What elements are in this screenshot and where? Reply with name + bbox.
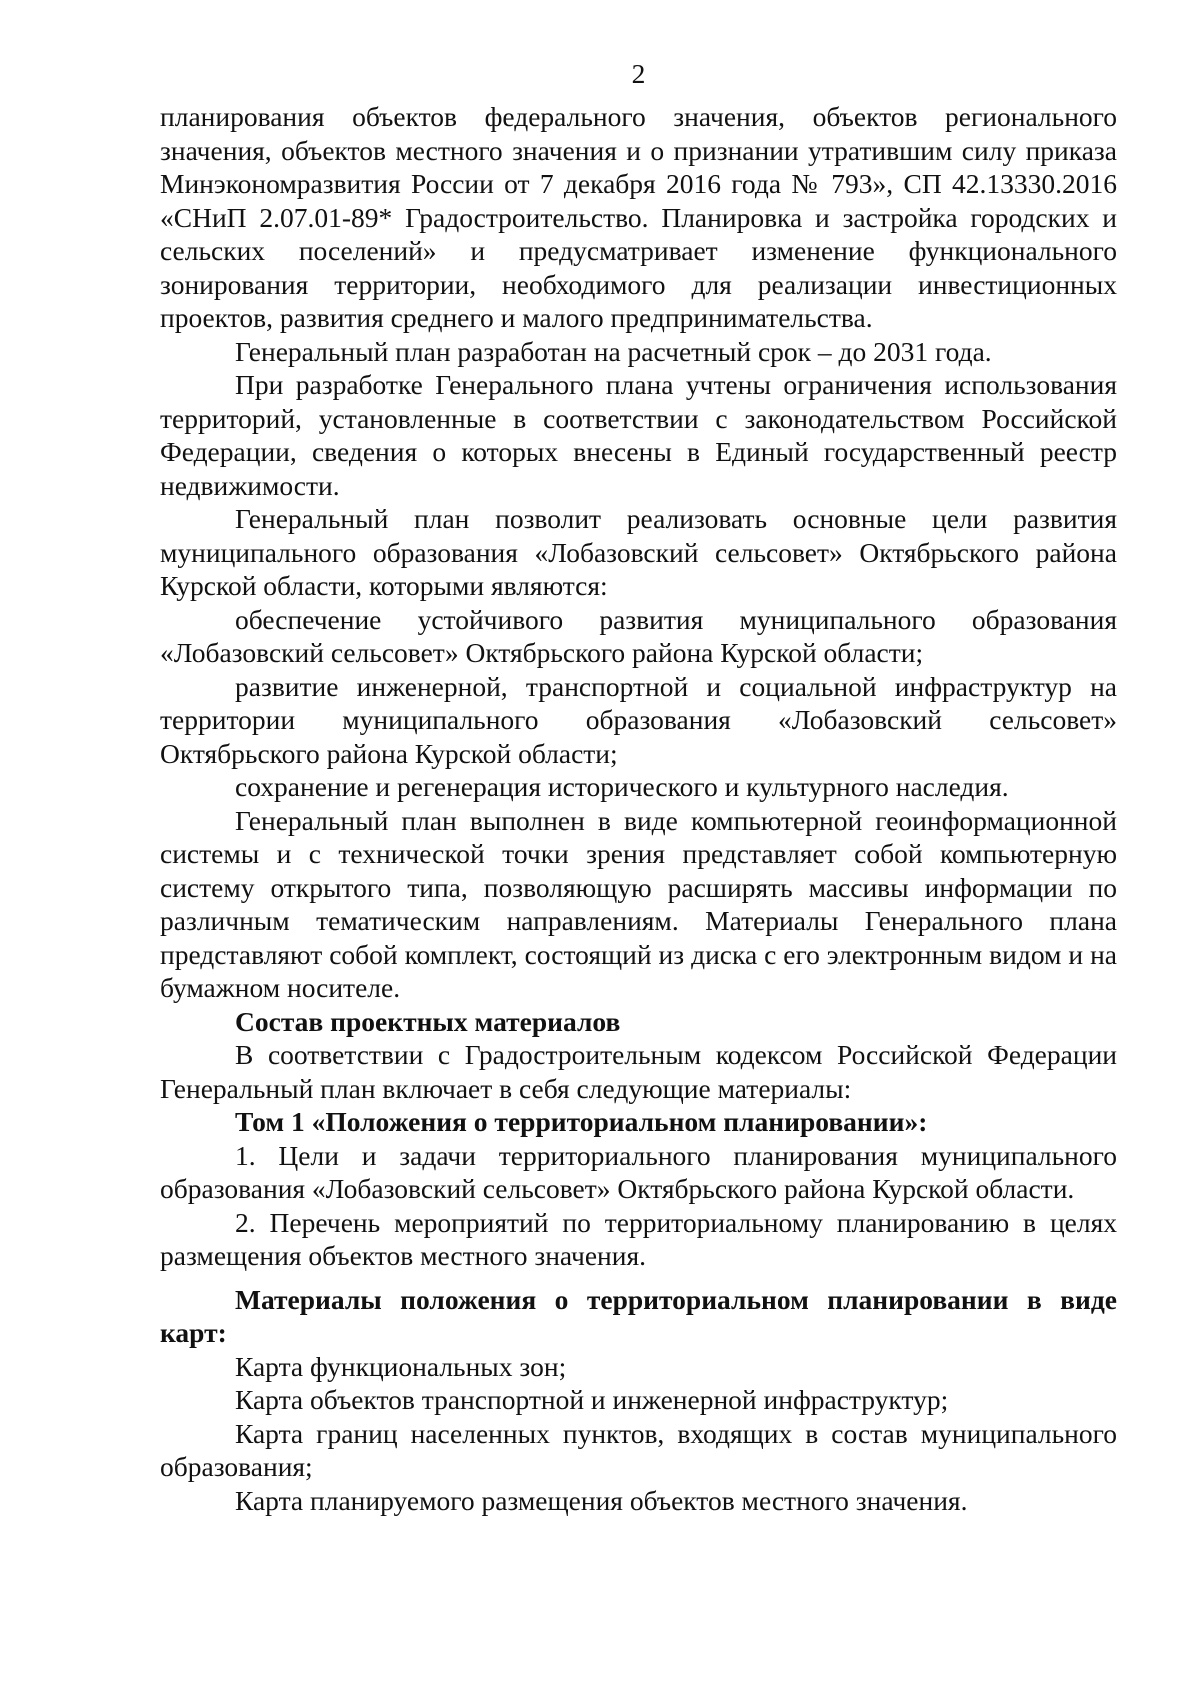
page-number: 2 [631, 58, 646, 89]
paragraph-continuation: планирования объектов федерального значения, объектов регионального значения, объектов местного значения и о признании утратившим силу приказа Минэкономразвития России от 7 декабря 2016 года № 793», СП 42.13330.2016 «СНиП 2.07.01-89* Градостроительство. Планировка и застройка городских и сельских поселений» и предусматривает изменение функционального зонирования территории, необходимого для реализации инвестиционных проектов, развития среднего и малого предпринимательства. [160, 101, 1117, 333]
paragraph-goals-intro: Генеральный план позволит реализовать основные цели развития муниципального образования «Лобазовский сельсовет» Октябрьского района Курской области, которыми являются: [160, 503, 1117, 601]
maps-heading: Материалы положения о территориальном планировании в виде карт: [160, 1283, 1117, 1348]
map-item-functional-zones: Карта функциональных зон; [235, 1350, 567, 1382]
paragraph-gis-description: Генеральный план выполнен в виде компьютерной геоинформационной системы и с технической точки зрения представляет собой компьютерную систему открытого типа, позволяющую расширять массивы информации по различным тематическим направлениям. Материалы Генерального плана представляют собой комплект, состоящий из диска с его электронным видом и на бумажном носителе. [160, 804, 1117, 1003]
document-page [160, 56, 1117, 1517]
volume-heading: Том 1 «Положения о территориальном планировании»: [235, 1106, 928, 1137]
paragraph-planning-term: Генеральный план разработан на расчетный срок – до 2031 года. [235, 335, 992, 367]
paragraph-restrictions: При разработке Генерального плана учтены ограничения использования территорий, установленные в соответствии с законодательством Российской Федерации, сведения о которых внесены в Единый государственный реестр недвижимости. [160, 369, 1117, 501]
volume-item-1: 1. Цели и задачи территориального планирования муниципального образования «Лобазовский сельсовет» Октябрьского района Курской области. [160, 1139, 1117, 1204]
map-item-settlement-boundaries: Карта границ населенных пунктов, входящих в состав муниципального образования; [160, 1417, 1117, 1482]
paragraph-materials-intro: В соответствии с Градостроительным кодексом Российской Федерации Генеральный план включает в себя следующие материалы: [160, 1039, 1117, 1104]
volume-item-2: 2. Перечень мероприятий по территориальному планированию в целях размещения объектов местного значения. [160, 1206, 1117, 1271]
section-heading-materials: Состав проектных материалов [235, 1005, 621, 1037]
map-item-local-objects: Карта планируемого размещения объектов местного значения. [235, 1484, 968, 1516]
goal-item-heritage: сохранение и регенерация исторического и культурного наследия. [235, 771, 1009, 802]
map-item-infrastructure: Карта объектов транспортной и инженерной инфраструктур; [235, 1384, 949, 1415]
goal-item-sustainable-development: обеспечение устойчивого развития муниципального образования «Лобазовский сельсовет» Октябрьского района Курской области; [160, 603, 1117, 668]
goal-item-infrastructure: развитие инженерной, транспортной и социальной инфраструктур на территории муниципального образования «Лобазовский сельсовет» Октябрьского района Курской области; [160, 670, 1117, 769]
